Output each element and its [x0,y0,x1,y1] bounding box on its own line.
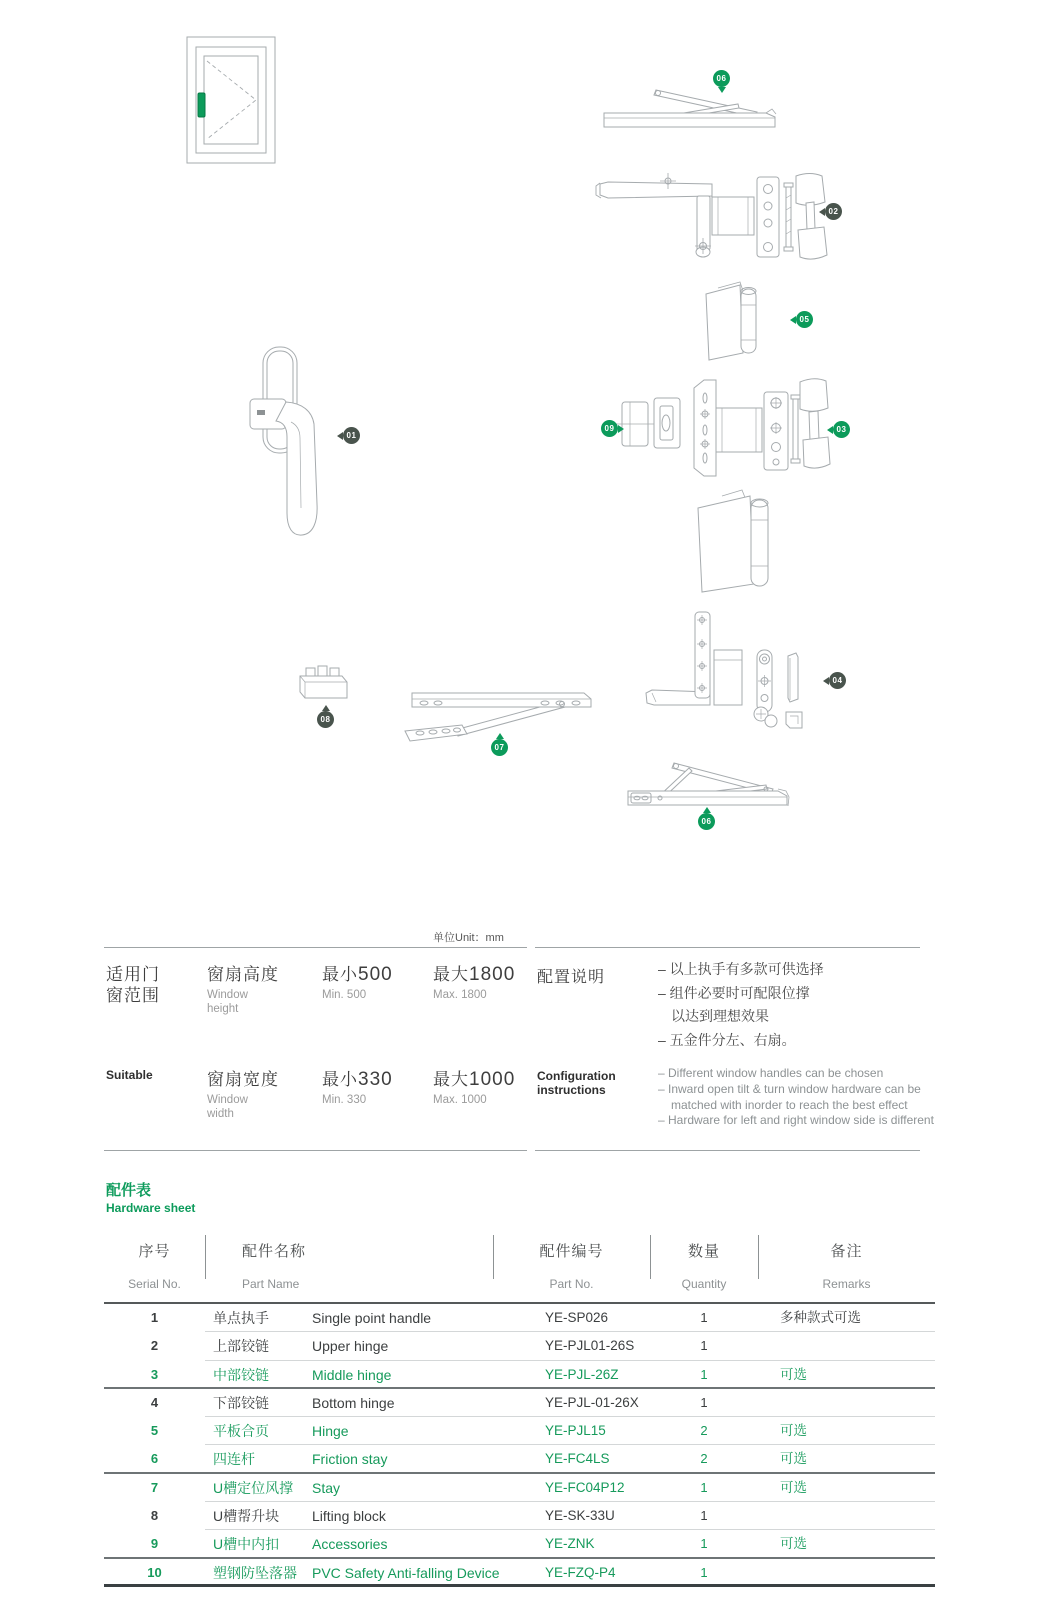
header-name-en-label: Part Name [242,1277,300,1291]
spec-name-cn: 窗扇宽度 [207,1070,279,1089]
config-note-line: – 以上执手有多款可供选择 [658,961,824,977]
spec-name-en: Window height [207,989,248,1015]
config-note-line: – 组件必要时可配限位撑 [658,984,810,1001]
cell-part-name-cn: U槽帮升块 [213,1508,280,1525]
diagram-label-05 [796,311,813,328]
cell-part-no: YE-PJL15 [545,1423,606,1439]
cell-quantity: 2 [700,1451,708,1467]
column-divider [493,1235,494,1279]
min-value: 500 [358,964,393,985]
range-title-cn: 适用门窗范围 [106,965,160,1005]
diagram-label-09 [601,420,618,437]
divider [535,947,920,948]
cell-serial: 10 [147,1564,162,1580]
casement-window-icon [187,37,275,163]
cell-part-name-en: Accessories [312,1536,388,1553]
min-sub: Min. 330 [322,1094,367,1106]
cell-part-no: YE-SP026 [545,1310,609,1325]
hardware-table [104,1233,935,1587]
spec-name-cn: 窗扇高度 [207,965,279,984]
config-title-en: Configuration instructions [537,1069,616,1097]
pin-number: 01 [346,431,357,440]
config-note-line: – Inward open tilt & turn window hardware can be [658,1081,921,1096]
cell-part-no: YE-PJL01-26S [545,1338,635,1354]
divider [104,947,527,948]
cell-part-name-cn: U槽定位风撑 [213,1479,294,1496]
cell-quantity: 1 [700,1508,708,1524]
table-row [104,1474,935,1502]
cell-quantity: 2 [700,1423,708,1439]
window-width-spec [207,1069,279,1121]
table-row [104,1389,935,1417]
cell-part-no: YE-FC04P12 [545,1479,625,1495]
cell-quantity: 1 [700,1394,708,1410]
cell-part-no: YE-FZQ-P4 [545,1564,616,1580]
header-remarks [758,1240,935,1261]
cell-part-no: YE-PJL-26Z [545,1366,619,1382]
height-min [322,964,393,1003]
min-value: 330 [358,1069,393,1090]
header-name-cn: 配件名称 [242,1243,307,1260]
cell-part-name-cn: 单点执手 [213,1310,269,1326]
cell-serial: 7 [150,1479,159,1495]
table-row [104,1502,935,1530]
cell-serial: 2 [150,1338,159,1354]
hardware-table-body [104,1304,935,1587]
config-note-line: 以达到理想效果 [671,1008,769,1024]
header-qty-en-label: Quantity [681,1277,727,1291]
upper-hinge-drawing [596,173,827,259]
cell-quantity: 1 [700,1366,708,1382]
table-row [104,1559,935,1587]
cell-part-name-en: PVC Safety Anti-falling Device [312,1564,500,1581]
cell-part-name-en: Hinge [312,1423,349,1440]
cell-part-name-cn: 中部铰链 [213,1366,269,1383]
config-notes-cn [658,958,824,1052]
max-label: 最大 [433,1070,469,1089]
diagram-label-04 [829,672,846,689]
header-part-no-en-label: Part No. [549,1277,594,1291]
table-row [104,1332,935,1360]
cell-serial: 6 [150,1451,159,1467]
min-label: 最小 [322,965,358,984]
config-note-line: – 五金件分左、右扇。 [658,1031,796,1048]
hardware-table-header [104,1233,935,1304]
max-label: 最大 [433,965,469,984]
cell-part-name-cn: 下部铰链 [213,1394,269,1411]
cell-part-name-en: Bottom hinge [312,1394,395,1411]
diagram-label-06-top [713,70,730,87]
max-value: 1800 [469,964,516,985]
pin-number: 07 [494,743,505,752]
cell-remark: 可选 [780,1536,807,1552]
header-serial-en-label: Serial No. [128,1277,181,1291]
header-name [242,1240,306,1261]
cell-remark: 可选 [780,1451,807,1467]
cell-part-name-en: Lifting block [312,1508,386,1525]
column-divider [650,1235,651,1279]
cell-serial: 4 [150,1394,159,1410]
cell-part-name-cn: 上部铰链 [213,1338,269,1355]
config-note-line: – Hardware for left and right window side is different [658,1113,934,1128]
diagram-label-08 [317,711,334,728]
table-row [104,1304,935,1332]
cell-part-no: YE-SK-33U [545,1508,615,1524]
header-part-no-en [493,1275,650,1293]
max-value: 1000 [469,1069,516,1090]
header-remarks-en [758,1275,935,1293]
diagram-label-07 [491,739,508,756]
pin-number: 06 [701,817,712,826]
min-label: 最小 [322,1070,358,1089]
spec-name-en: Window width [207,1094,248,1120]
table-row [104,1445,935,1473]
header-remarks-en-label: Remarks [822,1277,871,1291]
pin-number: 09 [604,424,615,433]
friction-stay-top-drawing [604,90,776,127]
cell-remark: 可选 [780,1423,807,1439]
header-remarks-cn: 备注 [830,1243,863,1260]
cell-part-no: YE-PJL-01-26X [545,1394,639,1410]
cell-part-name-cn: U槽中内扣 [213,1536,280,1553]
cell-part-name-cn: 塑钢防坠落器 [213,1564,297,1581]
lifting-block-drawing [300,666,347,698]
diagram-label-03 [833,421,850,438]
cell-serial: 3 [150,1366,159,1382]
pin-number: 08 [320,715,331,724]
height-max [433,964,515,1003]
header-part-no-cn: 配件编号 [539,1243,604,1260]
cell-serial: 1 [150,1310,159,1325]
config-note-line: – Different window handles can be chosen [658,1066,884,1080]
handle-drawing [250,347,317,535]
cell-part-name-en: Upper hinge [312,1338,389,1355]
header-qty-cn: 数量 [687,1243,720,1260]
accessory-parts-drawing [616,398,680,448]
max-sub: Max. 1000 [433,1094,487,1106]
config-notes-en [658,1066,934,1129]
diagram-label-06-bottom [698,813,715,830]
config-note-line: matched with inorder to reach the best effect [671,1097,908,1112]
column-divider [205,1235,206,1279]
diagram-label-01 [343,427,360,444]
cell-serial: 5 [150,1423,159,1439]
cell-quantity: 1 [700,1479,708,1495]
column-divider [758,1235,759,1279]
sheet-title-cn: 配件表 [106,1182,152,1199]
width-max [433,1069,515,1108]
cell-part-name-en: Single point handle [312,1310,432,1326]
min-sub: Min. 500 [322,989,367,1001]
cell-remark: 可选 [780,1366,807,1382]
cell-part-no: YE-FC4LS [545,1451,610,1467]
config-title-cn: 配置说明 [537,969,606,986]
header-serial-en [104,1275,205,1293]
pin-number: 06 [716,74,727,83]
cell-part-name-cn: 平板合页 [213,1423,269,1440]
table-row [104,1417,935,1445]
cell-remark: 可选 [780,1479,807,1495]
cell-quantity: 1 [700,1536,708,1552]
cell-remark: 多种款式可选 [780,1310,861,1325]
width-min [322,1069,393,1108]
table-row [104,1361,935,1389]
window-height-spec [207,964,279,1016]
sheet-title-en: Hardware sheet [106,1201,196,1215]
cell-quantity: 1 [700,1338,708,1354]
cell-part-name-cn: 四连杆 [213,1451,255,1468]
divider [535,1150,920,1151]
pin-number: 05 [799,315,810,324]
header-name-en [242,1275,299,1293]
cell-quantity: 1 [700,1310,708,1325]
cell-serial: 8 [150,1508,159,1524]
hinge-cover-drawing [706,282,756,360]
cell-part-name-en: Middle hinge [312,1366,392,1383]
table-row [104,1530,935,1558]
cell-part-no: YE-ZNK [545,1536,595,1552]
divider [104,1150,527,1151]
max-sub: Max. 1800 [433,989,487,1001]
hinge-cover-large-drawing [698,490,768,592]
cell-serial: 9 [150,1536,159,1552]
header-qty-en [650,1275,758,1293]
header-qty [650,1240,758,1261]
range-title-en: Suitable [106,1068,153,1082]
pin-number: 02 [828,207,839,216]
bottom-hinge-drawing [646,612,802,728]
pin-number: 03 [836,425,847,434]
cell-quantity: 1 [700,1564,708,1580]
pin-number: 04 [832,676,843,685]
middle-hinge-drawing [694,379,830,476]
cell-part-name-en: Friction stay [312,1451,388,1468]
header-serial-cn: 序号 [138,1243,171,1260]
diagram-label-02 [825,203,842,220]
header-part-no [493,1240,650,1261]
unit-note: 单位Unit：mm [433,932,504,944]
header-serial [104,1240,205,1261]
friction-stay-bottom-drawing [628,763,789,806]
cell-part-name-en: Stay [312,1479,341,1496]
